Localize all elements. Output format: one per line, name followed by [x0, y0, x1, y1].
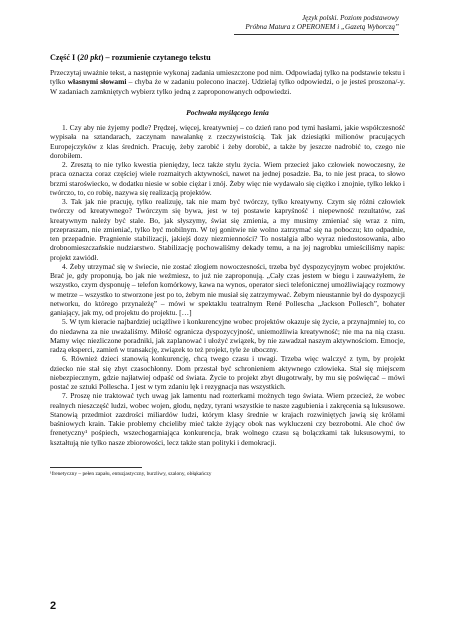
header-line-1: Język polski. Poziom podstawowy [301, 14, 399, 22]
article-paragraph-5: 5. W tym kieracie najbardziej uciążliwe i konkurencyjne wobec projektów okazuje się życie, a przynajmniej to, co do niedawna za nie uważaliśmy. Miłość ogranicza dyspozycyjność, uniemożliwia kreatywność; nie ma na nią czasu. Mamy więc niezliczone poradniki, jak zaplanować i ułożyć związek, by nie zawadzał naszym aktywnościom. Emocje, radzą eksperci, zamień w transakcję, związek to też projekt, tyle że uboczny. [50, 317, 405, 355]
page-header [50, 14, 405, 32]
article-paragraph-4: 4. Żeby utrzymać się w świecie, nie zostać złogiem nowoczesności, trzeba być dyspozycyjnym wobec projektów. Brać je, gdy proponują, bo jak nie weźmiesz, to już nie zaproponują. „Cały czas jestem w biegu i zauważyłem, że wszystko, czym dysponuję – telefon komórkowy, kawa na wynos, operator sieci telefonicznej umożliwiający rozmowy w metrze – wszystko to stworzone jest po to, żebym nie musiał się zatrzymywać. Żebym nieustannie był do dyspozycji networku, do którego przynależę” – mówi w spektaklu teatralnym René Pollescha „Jackson Pollesch”, bohater ganiający, jak my, od projektu do projektu. […] [50, 261, 405, 318]
header-rule [234, 34, 399, 35]
footnote: ¹frenetyczny – pełen zapału, entuzjastyczny, burzliwy, szalony, obłąkańczy [50, 470, 212, 477]
article-title: Pochwała myślącego lenia [186, 108, 269, 118]
footnote-rule [50, 467, 142, 468]
article-paragraph-1: 1. Czy aby nie żyjemy podle? Prędzej, więcej, kreatywniej – co dzień rano pod tymi hasłami, jakie współczesność wypisała na sztandarach, zaczynam nawalankę z rzeczywistością. Tak jak dziesiątki milionów pracujących Europejczyków z klas średnich. Pracuję, żeby zarobić i żeby dorobić, a także by jeszcze nadrobić to, czego nie dorobiłem. [50, 123, 405, 160]
instructions [50, 68, 405, 96]
article-paragraph-7: 7. Proszę nie traktować tych uwag jak lamentu nad rozterkami możnych tego świata. Wiem przecież, że wobec realnych nieszczęść ludzi, wobec wojen, głodu, nędzy, tyrani wszystkie te nasze zagubienia i zakręcenia są luksusowe. Stanowią przedmiot zazdrości miliardów ludzi, którym klasy średnie w krajach rozwiniętych jawią się królami baśniowych krain. Takie problemy chcieliby mieć także żyjący obok nas wykluczeni czy bezrobotni. Ale choć ów frenetyczny¹ pośpiech, wszechogarniająca konkurencja, brak wolnego czasu są bolączkami tak luksusowymi, to kształtują nie tylko nasze zbiorowości, lecz także stan polityki i demokracji. [50, 391, 405, 447]
page-number: 2 [50, 600, 57, 612]
section-title-main: Część I ( [50, 53, 81, 62]
article-paragraph-2: 2. Zresztą to nie tylko kwestia pieniędzy, lecz także stylu życia. Wiem przecież jako człowiek nowoczesny, że praca oznacza coraz częściej wiele rozmaitych aktywności, nawet na jednej posadzie. Ba, to nie jest praca, to słowo brzmi staroświecko, w dodatku niesie w sobie ciężar i znój. Żeby więc nie wydawało się ciężko i znojnie, tylko lekko i twórczo, to, co robię, nazywa się realizacją projektów. [50, 160, 405, 197]
section-title-rest: ) – rozumienie czytanego tekstu [100, 53, 211, 62]
article-paragraph-3: 3. Tak jak nie pracuję, tylko realizuję, tak nie mam być twórczy, tylko kreatywny. Czym się różni człowiek twórczy od kreatywnego? Twórczym się bywa, jest w tej postawie kapryśność i niepewność rezultatów, zaś kreatywnym należy być stale. Bo, jak słyszymy, świat się zmienia, a my musimy zmieniać się wraz z nim, przepraszam, nie zmieniać, tylko być mobilnym. W tej gonitwie nie wolno zatrzymać się na poboczu; kto odpadnie, ten przepadnie. Pragnienie stabilizacji, jakiejś dozy niezmienności? To nostalgia albo wyraz niedostosowania, albo drobnomieszczańskie nudziarstwo. Stabilizację pochowaliśmy dekady temu, a na jej nagrobku umieściliśmy napis: projekt zawiódł. [50, 197, 405, 262]
header-line-2: Próbna Matura z OPERONEM i „Gazetą Wyborczą” [245, 23, 399, 31]
instructions-bold: własnymi słowami [67, 77, 127, 87]
instructions-part-1: Przeczytaj uważnie tekst, a następnie wykonaj zadania umieszczone pod nim. Odpowiadaj tylko na podstawie tekstu i tylko [50, 68, 405, 87]
article-paragraph-6: 6. Również dzieci stanowią konkurencję, chcą twego czasu i uwagi. Trzeba więc walczyć z tym, by projekt dziecko nie stał się zbyt czasochłonny. Dom przestał być schronieniem aktywnego człowieka. Stał się miejscem niebezpiecznym, gdzie najłatwiej odpaść od świata. Życie to projekt zbyt długotrwały, by mu się poświęcać – mówi postać ze sztuki Pollescha. I jest w tym zdaniu lęk i rezygnacja nas wszystkich. [50, 354, 405, 392]
section-title-points: 20 pkt [80, 53, 101, 62]
instructions-part-2: – chyba że w zadaniu polecono inaczej. Udzielaj tylko odpowiedzi, o je jesteś proszona/-y. W zadaniach zamkniętych wybierz tylko jedną z zaproponowanych odpowiedzi. [50, 77, 405, 96]
article-body [50, 123, 405, 447]
section-title [50, 53, 405, 62]
